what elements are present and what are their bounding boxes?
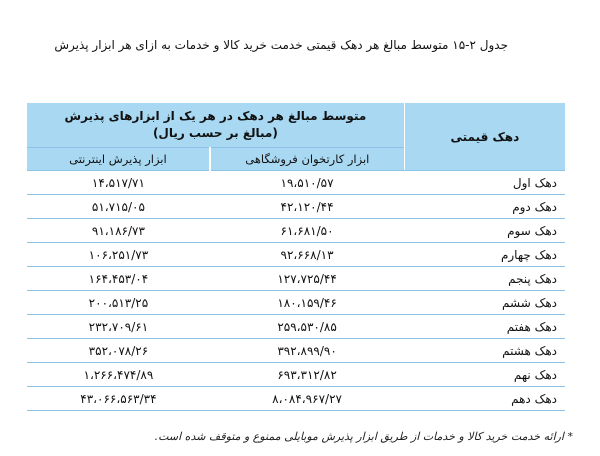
table-row (27, 195, 565, 219)
table-row (27, 243, 565, 267)
store-amount: ۳۹۲،۸۹۹/۹۰ (210, 339, 404, 363)
online-amount: ۳۵۲،۰۷۸/۲۶ (27, 339, 210, 363)
online-amount: ۱۰۶،۲۵۱/۷۳ (27, 243, 210, 267)
decile-label: دهک ششم (404, 291, 565, 315)
table-row (27, 387, 565, 411)
decile-label: دهک هشتم (404, 339, 565, 363)
decile-label: دهک چهارم (404, 243, 565, 267)
online-amount: ۹۱،۱۸۶/۷۳ (27, 219, 210, 243)
table-row (27, 363, 565, 387)
online-amount: ۲۰۰،۵۱۳/۲۵ (27, 291, 210, 315)
table-row (27, 315, 565, 339)
header-online-gateway: ابزار پذیرش اینترنتی (27, 148, 210, 171)
store-amount: ۸،۰۸۴،۹۶۷/۲۷ (210, 387, 404, 411)
table-row (27, 291, 565, 315)
online-amount: ۴۳،۰۶۶،۵۶۳/۳۴ (27, 387, 210, 411)
decile-label: دهک سوم (404, 219, 565, 243)
online-amount: ۱۴،۵۱۷/۷۱ (27, 171, 210, 195)
table-row (27, 171, 565, 195)
table-row (27, 339, 565, 363)
online-amount: ۲۳۲،۷۰۹/۶۱ (27, 315, 210, 339)
store-amount: ۶۹۳،۳۱۲/۸۲ (210, 363, 404, 387)
store-amount: ۱۸۰،۱۵۹/۴۶ (210, 291, 404, 315)
store-amount: ۱۹،۵۱۰/۵۷ (210, 171, 404, 195)
table-caption: جدول ۲-۱۵ متوسط مبالغ هر دهک قیمتی خدمت خرید کالا و خدمات به ازای هر ابزار پذیرش (54, 38, 508, 52)
online-amount: ۵۱،۷۱۵/۰۵ (27, 195, 210, 219)
decile-label: دهک دوم (404, 195, 565, 219)
header-store-pos: ابزار کارتخوان فروشگاهی (210, 148, 404, 171)
store-amount: ۲۵۹،۵۳۰/۸۵ (210, 315, 404, 339)
decile-amounts-table (27, 103, 565, 411)
header-group-title: متوسط مبالغ هر دهک در هر یک از ابزارهای پذیرش (64, 109, 367, 123)
table-row (27, 219, 565, 243)
decile-label: دهک اول (404, 171, 565, 195)
store-amount: ۹۲،۶۶۸/۱۳ (210, 243, 404, 267)
footnote: * ارائه خدمت خرید کالا و خدمات از طریق ابزار پذیرش موبایلی ممنوع و متوقف شده است. (154, 430, 573, 443)
decile-label: دهک هفتم (404, 315, 565, 339)
online-amount: ۱،۲۶۶،۴۷۴/۸۹ (27, 363, 210, 387)
online-amount: ۱۶۴،۴۵۳/۰۴ (27, 267, 210, 291)
header-average-amounts (27, 103, 404, 148)
store-amount: ۴۲،۱۲۰/۴۴ (210, 195, 404, 219)
header-group-unit: (مبالغ بر حسب ریال) (152, 126, 278, 140)
store-amount: ۱۲۷،۷۲۵/۴۴ (210, 267, 404, 291)
store-amount: ۶۱،۶۸۱/۵۰ (210, 219, 404, 243)
decile-label: دهک دهم (404, 387, 565, 411)
header-price-decile: دهک قیمتی (404, 103, 565, 171)
decile-label: دهک نهم (404, 363, 565, 387)
header-row (27, 103, 565, 148)
decile-label: دهک پنجم (404, 267, 565, 291)
table-row (27, 267, 565, 291)
